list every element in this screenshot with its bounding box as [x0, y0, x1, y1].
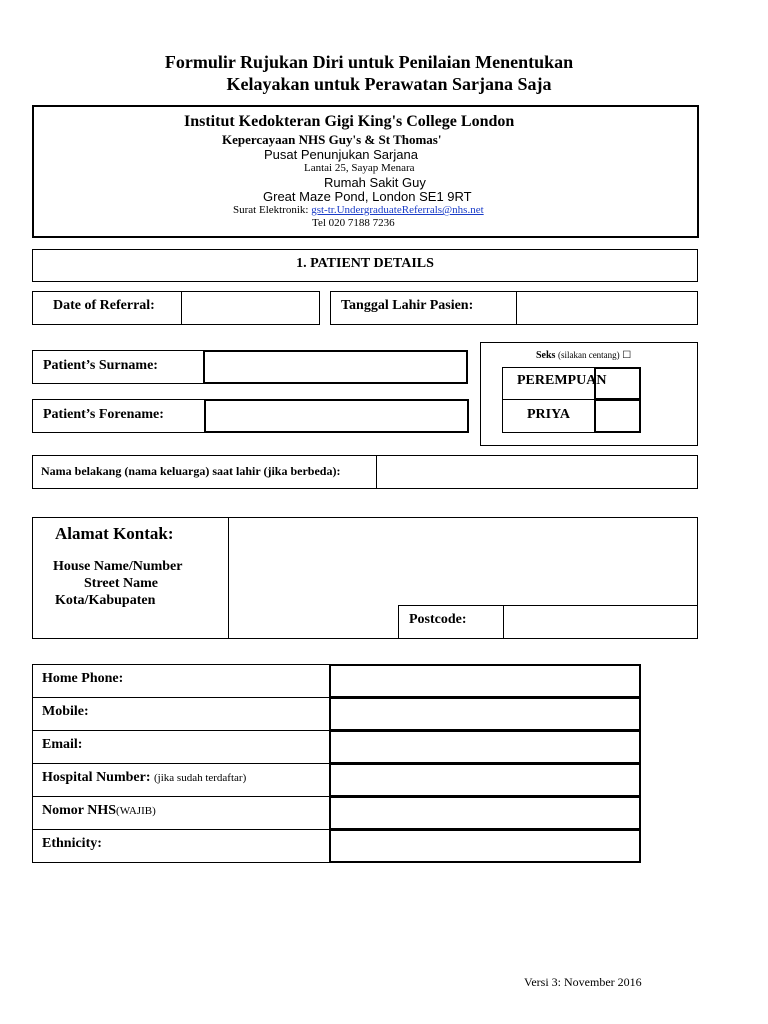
forename-label: Patient’s Forename: [43, 407, 164, 422]
postcode-label: Postcode: [409, 612, 467, 627]
trust-name: Kepercayaan NHS Guy's & St Thomas' [222, 132, 442, 147]
contact-email-field[interactable] [329, 730, 641, 764]
forename-label-cell [32, 399, 206, 433]
email-label: Surat Elektronik: [233, 204, 309, 216]
address-label-cell [32, 517, 229, 639]
floor-address: Lantai 25, Sayap Menara [304, 162, 415, 174]
male-label-cell [502, 399, 596, 433]
birth-surname-label: Nama belakang (nama keluarga) saat lahir (jika berbeda): [41, 464, 341, 478]
contact-email-label: Email: [42, 737, 83, 752]
postcode-field[interactable] [503, 605, 698, 639]
section-title: 1. PATIENT DETAILS [296, 256, 434, 271]
hospital-number-label-cell [32, 763, 331, 797]
date-of-referral-label: Date of Referral: [53, 298, 155, 313]
home-phone-field[interactable] [329, 664, 641, 698]
ethnicity-label-cell [32, 829, 331, 863]
date-of-referral-field[interactable] [181, 291, 320, 325]
email-line [233, 204, 484, 216]
female-label-cell [502, 367, 607, 400]
mobile-label: Mobile: [42, 704, 89, 719]
institution-header-box [32, 105, 699, 238]
female-checkbox[interactable] [594, 367, 641, 400]
mobile-field[interactable] [329, 697, 641, 731]
nhs-number-label-cell [32, 796, 331, 830]
female-label: PEREMPUAN [517, 373, 607, 388]
hospital-number-label-line [42, 770, 246, 786]
centre-name: Pusat Penunjukan Sarjana [264, 147, 418, 162]
version-footer: Versi 3: November 2016 [524, 975, 642, 989]
address-line-house: House Name/Number [53, 559, 183, 574]
nhs-number-field[interactable] [329, 796, 641, 830]
nhs-number-label: Nomor NHS [42, 803, 117, 818]
form-title-line1: Formulir Rujukan Diri untuk Penilaian Menentukan [164, 52, 574, 72]
hospital-number-hint: (jika sudah terdaftar) [154, 772, 247, 784]
surname-label: Patient’s Surname: [43, 358, 158, 373]
home-phone-label-cell [32, 664, 331, 698]
birth-surname-label-cell [32, 455, 377, 489]
nhs-number-label-line [42, 803, 156, 819]
hospital-number-label: Hospital Number: [42, 770, 151, 785]
date-of-referral-label-cell [32, 291, 182, 325]
sex-hint: (silakan centang) [557, 350, 620, 360]
postcode-label-cell [398, 605, 504, 639]
surname-label-cell [32, 350, 205, 384]
hospital-number-field[interactable] [329, 763, 641, 797]
dob-label-cell [330, 291, 517, 325]
checkbox-icon: ☐ [622, 350, 632, 361]
forename-field[interactable] [204, 399, 469, 433]
surname-field[interactable] [203, 350, 468, 384]
address-heading: Alamat Kontak: [55, 524, 174, 543]
ethnicity-label: Ethnicity: [42, 836, 102, 851]
ethnicity-field[interactable] [329, 829, 641, 863]
telephone: Tel 020 7188 7236 [312, 217, 395, 229]
institute-name: Institut Kedokteran Gigi King's College London [184, 113, 515, 130]
nhs-number-hint: (WAJIB) [116, 805, 156, 817]
email-label-cell [32, 730, 331, 764]
birth-surname-field[interactable] [376, 455, 698, 489]
mobile-label-cell [32, 697, 331, 731]
form-title-line2: Kelayakan untuk Perawatan Sarjana Saja [226, 74, 552, 94]
section-patient-details [32, 249, 698, 282]
hospital-name: Rumah Sakit Guy [324, 175, 426, 190]
email-link[interactable]: gst-tr.UndergraduateReferrals@nhs.net [311, 204, 484, 216]
sex-label: Seks [536, 350, 556, 361]
sex-label-line [536, 350, 631, 361]
address-line-street: Street Name [84, 576, 158, 591]
male-label: PRIYA [527, 407, 571, 422]
dob-field[interactable] [516, 291, 698, 325]
home-phone-label: Home Phone: [42, 671, 124, 686]
male-checkbox[interactable] [594, 399, 641, 433]
street-address: Great Maze Pond, London SE1 9RT [263, 189, 472, 204]
dob-label: Tanggal Lahir Pasien: [341, 298, 474, 313]
address-line-city: Kota/Kabupaten [55, 593, 156, 608]
